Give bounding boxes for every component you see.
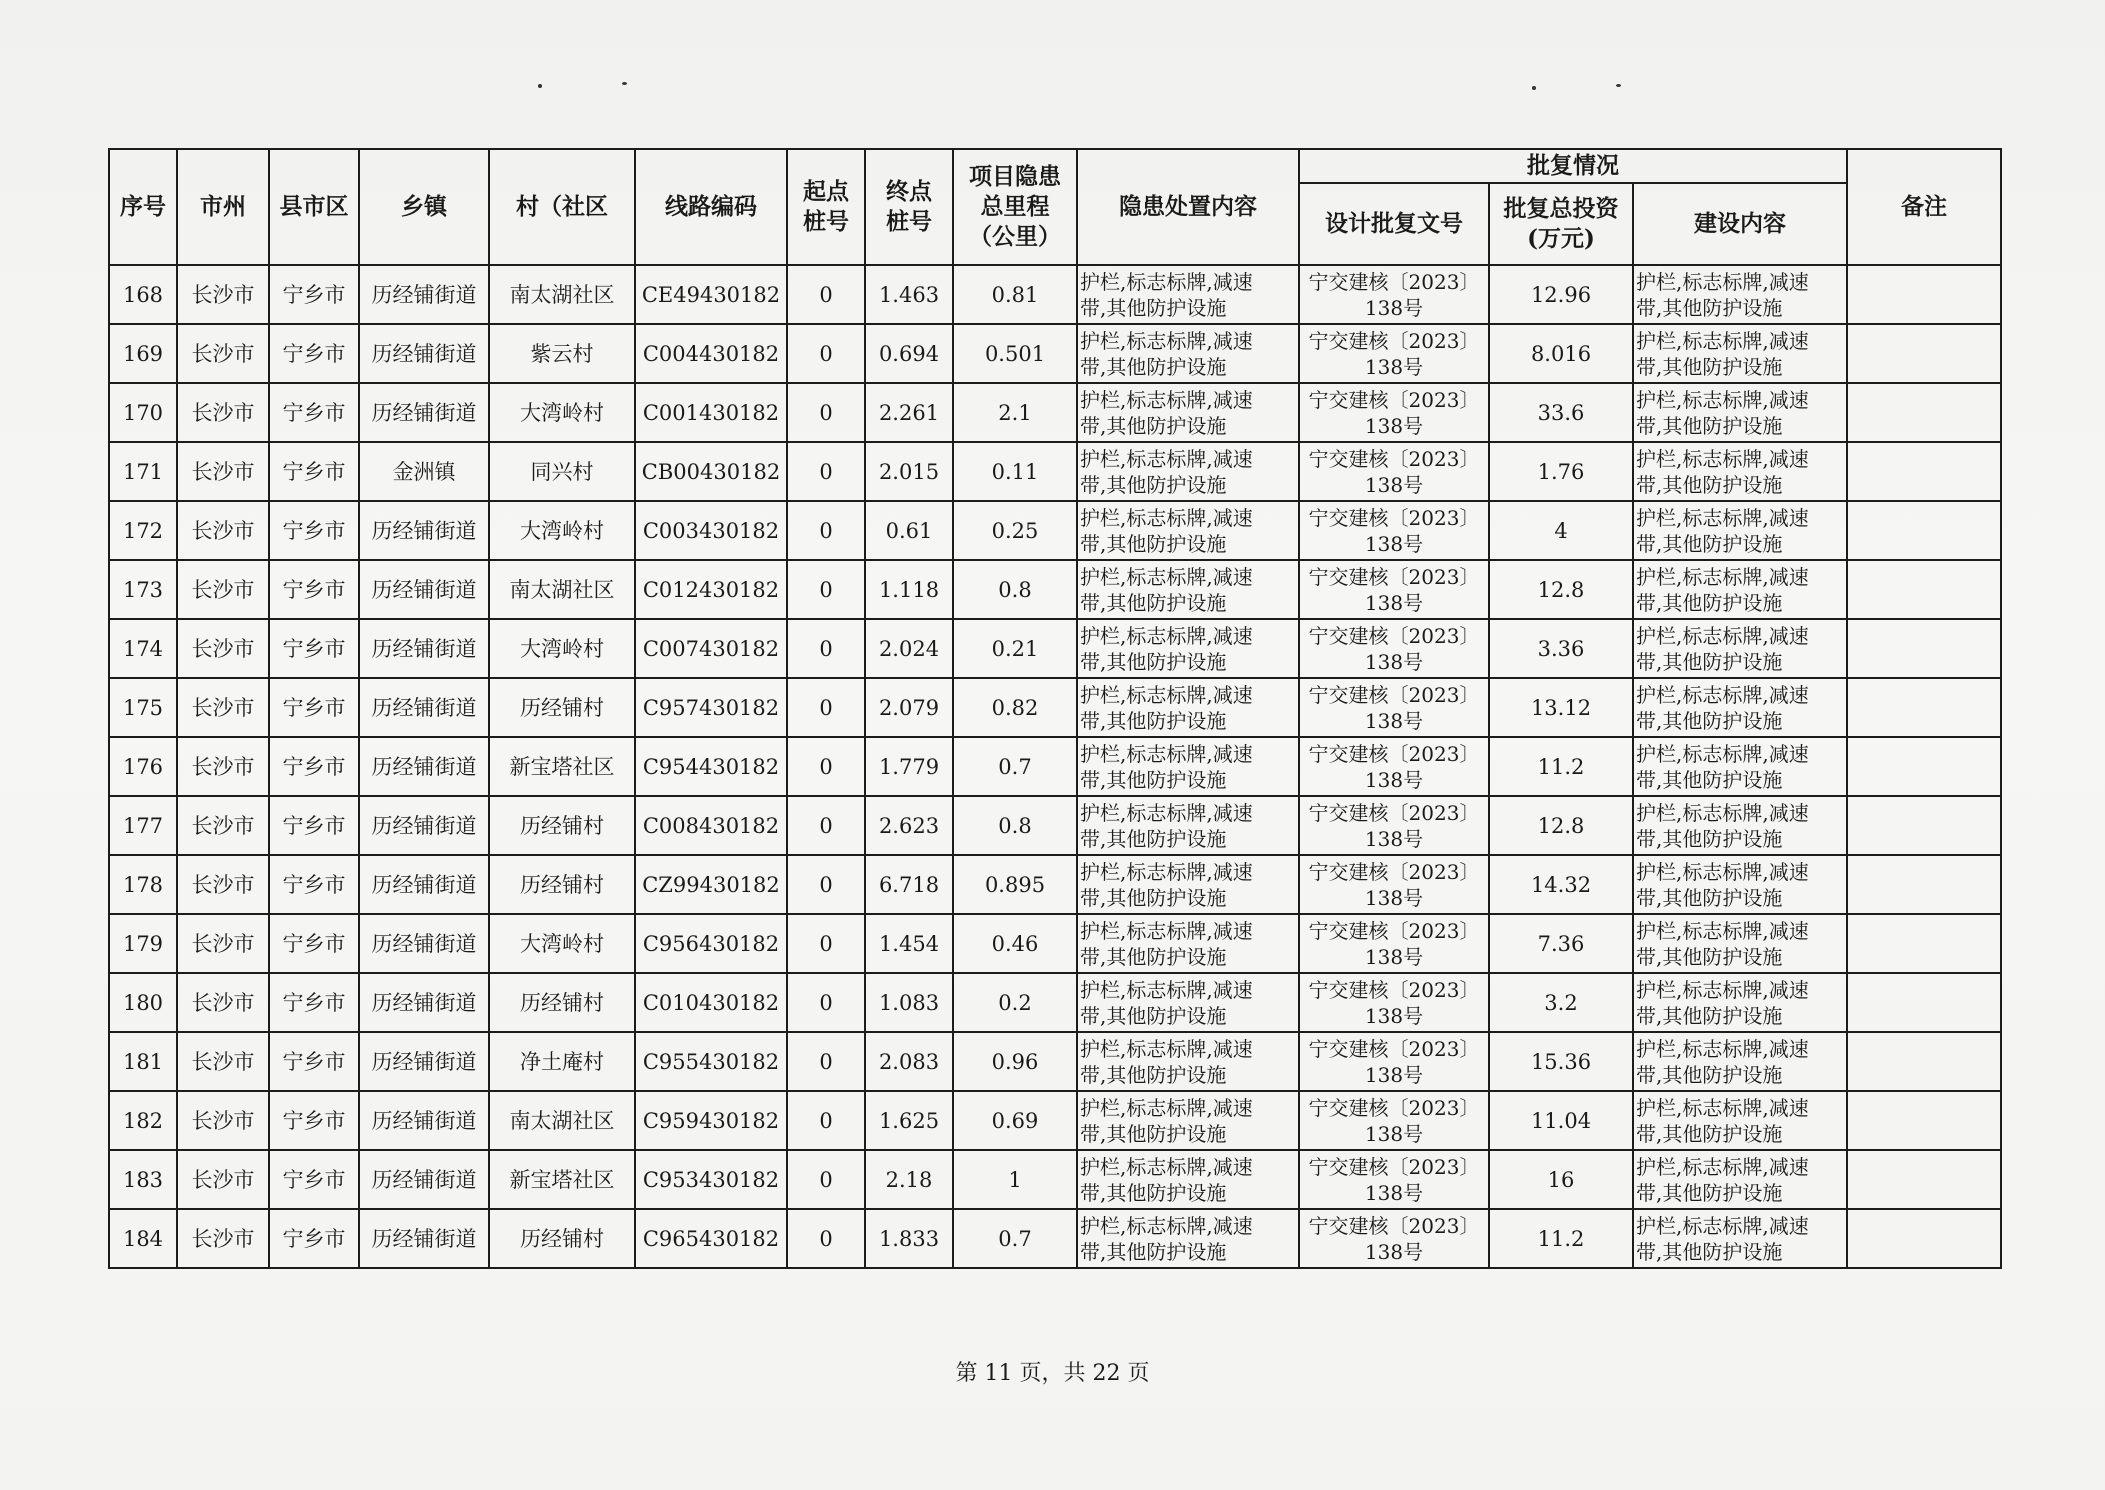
page-number: 第 11 页，共 22 页 [955, 1361, 1150, 1386]
cell-city: 长沙市 [177, 973, 269, 1032]
cell-end-stake: 0.694 [865, 324, 953, 383]
cell-construction: 护栏,标志标牌,减速 带,其他防护设施 [1633, 1150, 1847, 1209]
cell-approval-invest: 15.36 [1489, 1032, 1633, 1091]
cell-town: 历经铺街道 [359, 560, 489, 619]
cell-seq: 183 [109, 1150, 177, 1209]
cell-town: 金洲镇 [359, 442, 489, 501]
cell-remark [1847, 737, 2001, 796]
cell-mileage: 0.96 [953, 1032, 1077, 1091]
scan-speck [622, 82, 627, 85]
cell-route-code: CZ99430182 [635, 855, 787, 914]
table-row [109, 973, 2001, 1032]
cell-approval-doc: 宁交建核〔2023〕 138号 [1299, 855, 1489, 914]
cell-village: 历经铺村 [489, 973, 635, 1032]
header-start-stake: 起点 桩号 [787, 149, 865, 265]
header-mileage: 项目隐患 总里程 （公里） [953, 149, 1077, 265]
table-row [109, 1032, 2001, 1091]
cell-start-stake: 0 [787, 560, 865, 619]
cell-city: 长沙市 [177, 560, 269, 619]
cell-start-stake: 0 [787, 324, 865, 383]
cell-remark [1847, 324, 2001, 383]
cell-route-code: C956430182 [635, 914, 787, 973]
header-treatment: 隐患处置内容 [1077, 149, 1299, 265]
cell-city: 长沙市 [177, 1150, 269, 1209]
cell-remark [1847, 914, 2001, 973]
cell-start-stake: 0 [787, 619, 865, 678]
cell-treatment: 护栏,标志标牌,减速 带,其他防护设施 [1077, 796, 1299, 855]
cell-start-stake: 0 [787, 678, 865, 737]
cell-treatment: 护栏,标志标牌,减速 带,其他防护设施 [1077, 737, 1299, 796]
cell-approval-invest: 3.2 [1489, 973, 1633, 1032]
cell-village: 紫云村 [489, 324, 635, 383]
table-row [109, 501, 2001, 560]
cell-city: 长沙市 [177, 737, 269, 796]
cell-approval-doc: 宁交建核〔2023〕 138号 [1299, 501, 1489, 560]
cell-mileage: 0.8 [953, 560, 1077, 619]
cell-city: 长沙市 [177, 855, 269, 914]
cell-town: 历经铺街道 [359, 855, 489, 914]
cell-approval-invest: 12.8 [1489, 560, 1633, 619]
cell-treatment: 护栏,标志标牌,减速 带,其他防护设施 [1077, 1209, 1299, 1268]
table-row [109, 796, 2001, 855]
cell-mileage: 0.7 [953, 737, 1077, 796]
hazard-treatment-table [108, 148, 2002, 1269]
cell-mileage: 0.46 [953, 914, 1077, 973]
cell-remark [1847, 383, 2001, 442]
cell-start-stake: 0 [787, 914, 865, 973]
table-row [109, 737, 2001, 796]
cell-county: 宁乡市 [269, 914, 359, 973]
cell-approval-invest: 8.016 [1489, 324, 1633, 383]
cell-treatment: 护栏,标志标牌,减速 带,其他防护设施 [1077, 678, 1299, 737]
table-row [109, 442, 2001, 501]
cell-town: 历经铺街道 [359, 1032, 489, 1091]
cell-city: 长沙市 [177, 619, 269, 678]
cell-route-code: C007430182 [635, 619, 787, 678]
cell-city: 长沙市 [177, 501, 269, 560]
cell-treatment: 护栏,标志标牌,减速 带,其他防护设施 [1077, 619, 1299, 678]
cell-city: 长沙市 [177, 383, 269, 442]
table-row [109, 560, 2001, 619]
cell-remark [1847, 796, 2001, 855]
cell-approval-doc: 宁交建核〔2023〕 138号 [1299, 560, 1489, 619]
header-village: 村（社区 [489, 149, 635, 265]
cell-town: 历经铺街道 [359, 619, 489, 678]
cell-approval-invest: 1.76 [1489, 442, 1633, 501]
cell-end-stake: 1.779 [865, 737, 953, 796]
header-county: 县市区 [269, 149, 359, 265]
cell-remark [1847, 973, 2001, 1032]
scan-speck [1616, 84, 1621, 87]
cell-end-stake: 2.18 [865, 1150, 953, 1209]
cell-town: 历经铺街道 [359, 737, 489, 796]
cell-approval-doc: 宁交建核〔2023〕 138号 [1299, 1209, 1489, 1268]
cell-route-code: C008430182 [635, 796, 787, 855]
table-row [109, 265, 2001, 324]
cell-county: 宁乡市 [269, 324, 359, 383]
cell-approval-invest: 33.6 [1489, 383, 1633, 442]
cell-route-code: C955430182 [635, 1032, 787, 1091]
cell-treatment: 护栏,标志标牌,减速 带,其他防护设施 [1077, 1032, 1299, 1091]
cell-remark [1847, 265, 2001, 324]
cell-town: 历经铺街道 [359, 324, 489, 383]
cell-remark [1847, 619, 2001, 678]
cell-seq: 179 [109, 914, 177, 973]
cell-seq: 169 [109, 324, 177, 383]
cell-seq: 171 [109, 442, 177, 501]
cell-town: 历经铺街道 [359, 383, 489, 442]
table-row [109, 1091, 2001, 1150]
cell-construction: 护栏,标志标牌,减速 带,其他防护设施 [1633, 1209, 1847, 1268]
cell-end-stake: 2.024 [865, 619, 953, 678]
cell-end-stake: 2.623 [865, 796, 953, 855]
cell-route-code: C953430182 [635, 1150, 787, 1209]
cell-seq: 180 [109, 973, 177, 1032]
cell-approval-doc: 宁交建核〔2023〕 138号 [1299, 619, 1489, 678]
table-body [109, 265, 2001, 1268]
table-row [109, 1150, 2001, 1209]
cell-construction: 护栏,标志标牌,减速 带,其他防护设施 [1633, 324, 1847, 383]
header-seq: 序号 [109, 149, 177, 265]
header-route-code: 线路编码 [635, 149, 787, 265]
table-row [109, 324, 2001, 383]
cell-treatment: 护栏,标志标牌,减速 带,其他防护设施 [1077, 501, 1299, 560]
cell-approval-invest: 11.2 [1489, 737, 1633, 796]
cell-county: 宁乡市 [269, 737, 359, 796]
cell-village: 历经铺村 [489, 796, 635, 855]
cell-town: 历经铺街道 [359, 265, 489, 324]
table-row [109, 678, 2001, 737]
cell-route-code: C012430182 [635, 560, 787, 619]
cell-route-code: C001430182 [635, 383, 787, 442]
cell-construction: 护栏,标志标牌,减速 带,其他防护设施 [1633, 1032, 1847, 1091]
cell-town: 历经铺街道 [359, 501, 489, 560]
cell-approval-doc: 宁交建核〔2023〕 138号 [1299, 973, 1489, 1032]
cell-construction: 护栏,标志标牌,减速 带,其他防护设施 [1633, 560, 1847, 619]
cell-treatment: 护栏,标志标牌,减速 带,其他防护设施 [1077, 914, 1299, 973]
cell-approval-invest: 14.32 [1489, 855, 1633, 914]
cell-remark [1847, 1150, 2001, 1209]
cell-remark [1847, 501, 2001, 560]
cell-mileage: 0.501 [953, 324, 1077, 383]
cell-start-stake: 0 [787, 383, 865, 442]
cell-village: 大湾岭村 [489, 619, 635, 678]
table-row [109, 855, 2001, 914]
cell-remark [1847, 1032, 2001, 1091]
cell-start-stake: 0 [787, 1032, 865, 1091]
cell-approval-invest: 11.2 [1489, 1209, 1633, 1268]
cell-start-stake: 0 [787, 737, 865, 796]
cell-county: 宁乡市 [269, 501, 359, 560]
cell-construction: 护栏,标志标牌,减速 带,其他防护设施 [1633, 265, 1847, 324]
cell-remark [1847, 678, 2001, 737]
cell-seq: 172 [109, 501, 177, 560]
header-approval-group: 批复情况 [1299, 149, 1847, 183]
cell-construction: 护栏,标志标牌,减速 带,其他防护设施 [1633, 501, 1847, 560]
cell-treatment: 护栏,标志标牌,减速 带,其他防护设施 [1077, 1150, 1299, 1209]
cell-village: 大湾岭村 [489, 383, 635, 442]
cell-seq: 181 [109, 1032, 177, 1091]
header-construction: 建设内容 [1633, 183, 1847, 265]
cell-route-code: CB00430182 [635, 442, 787, 501]
cell-construction: 护栏,标志标牌,减速 带,其他防护设施 [1633, 855, 1847, 914]
cell-city: 长沙市 [177, 1032, 269, 1091]
cell-county: 宁乡市 [269, 383, 359, 442]
cell-mileage: 1 [953, 1150, 1077, 1209]
cell-remark [1847, 1209, 2001, 1268]
cell-seq: 174 [109, 619, 177, 678]
cell-city: 长沙市 [177, 914, 269, 973]
cell-start-stake: 0 [787, 796, 865, 855]
cell-mileage: 0.7 [953, 1209, 1077, 1268]
cell-town: 历经铺街道 [359, 914, 489, 973]
cell-approval-doc: 宁交建核〔2023〕 138号 [1299, 442, 1489, 501]
cell-treatment: 护栏,标志标牌,减速 带,其他防护设施 [1077, 560, 1299, 619]
cell-treatment: 护栏,标志标牌,减速 带,其他防护设施 [1077, 973, 1299, 1032]
cell-treatment: 护栏,标志标牌,减速 带,其他防护设施 [1077, 383, 1299, 442]
cell-end-stake: 1.833 [865, 1209, 953, 1268]
cell-approval-doc: 宁交建核〔2023〕 138号 [1299, 265, 1489, 324]
cell-village: 大湾岭村 [489, 501, 635, 560]
cell-mileage: 0.69 [953, 1091, 1077, 1150]
cell-remark [1847, 1091, 2001, 1150]
cell-start-stake: 0 [787, 265, 865, 324]
cell-end-stake: 6.718 [865, 855, 953, 914]
cell-county: 宁乡市 [269, 678, 359, 737]
cell-county: 宁乡市 [269, 265, 359, 324]
cell-village: 大湾岭村 [489, 914, 635, 973]
cell-village: 新宝塔社区 [489, 1150, 635, 1209]
cell-mileage: 0.895 [953, 855, 1077, 914]
cell-village: 历经铺村 [489, 855, 635, 914]
cell-treatment: 护栏,标志标牌,减速 带,其他防护设施 [1077, 265, 1299, 324]
cell-county: 宁乡市 [269, 1150, 359, 1209]
cell-mileage: 0.8 [953, 796, 1077, 855]
cell-seq: 182 [109, 1091, 177, 1150]
cell-construction: 护栏,标志标牌,减速 带,其他防护设施 [1633, 973, 1847, 1032]
cell-seq: 168 [109, 265, 177, 324]
cell-county: 宁乡市 [269, 855, 359, 914]
cell-approval-doc: 宁交建核〔2023〕 138号 [1299, 1032, 1489, 1091]
table-row [109, 914, 2001, 973]
header-remark: 备注 [1847, 149, 2001, 265]
cell-treatment: 护栏,标志标牌,减速 带,其他防护设施 [1077, 442, 1299, 501]
cell-seq: 177 [109, 796, 177, 855]
cell-start-stake: 0 [787, 1150, 865, 1209]
cell-approval-doc: 宁交建核〔2023〕 138号 [1299, 1091, 1489, 1150]
cell-end-stake: 1.463 [865, 265, 953, 324]
cell-seq: 173 [109, 560, 177, 619]
cell-end-stake: 1.083 [865, 973, 953, 1032]
cell-approval-doc: 宁交建核〔2023〕 138号 [1299, 324, 1489, 383]
cell-approval-invest: 7.36 [1489, 914, 1633, 973]
header-end-stake: 终点 桩号 [865, 149, 953, 265]
cell-end-stake: 1.625 [865, 1091, 953, 1150]
cell-construction: 护栏,标志标牌,减速 带,其他防护设施 [1633, 914, 1847, 973]
cell-mileage: 0.21 [953, 619, 1077, 678]
cell-seq: 176 [109, 737, 177, 796]
cell-construction: 护栏,标志标牌,减速 带,其他防护设施 [1633, 678, 1847, 737]
cell-route-code: C010430182 [635, 973, 787, 1032]
table-row [109, 383, 2001, 442]
cell-county: 宁乡市 [269, 560, 359, 619]
cell-remark [1847, 560, 2001, 619]
cell-end-stake: 1.454 [865, 914, 953, 973]
cell-town: 历经铺街道 [359, 678, 489, 737]
cell-village: 南太湖社区 [489, 265, 635, 324]
cell-county: 宁乡市 [269, 1091, 359, 1150]
cell-mileage: 0.25 [953, 501, 1077, 560]
cell-approval-doc: 宁交建核〔2023〕 138号 [1299, 796, 1489, 855]
cell-end-stake: 0.61 [865, 501, 953, 560]
cell-city: 长沙市 [177, 265, 269, 324]
cell-treatment: 护栏,标志标牌,减速 带,其他防护设施 [1077, 855, 1299, 914]
scan-speck [538, 84, 542, 88]
cell-city: 长沙市 [177, 678, 269, 737]
cell-route-code: C959430182 [635, 1091, 787, 1150]
cell-approval-invest: 16 [1489, 1150, 1633, 1209]
cell-city: 长沙市 [177, 796, 269, 855]
cell-start-stake: 0 [787, 501, 865, 560]
cell-route-code: C004430182 [635, 324, 787, 383]
cell-county: 宁乡市 [269, 1209, 359, 1268]
cell-start-stake: 0 [787, 973, 865, 1032]
cell-construction: 护栏,标志标牌,减速 带,其他防护设施 [1633, 442, 1847, 501]
cell-county: 宁乡市 [269, 796, 359, 855]
cell-village: 历经铺村 [489, 1209, 635, 1268]
cell-construction: 护栏,标志标牌,减速 带,其他防护设施 [1633, 796, 1847, 855]
cell-construction: 护栏,标志标牌,减速 带,其他防护设施 [1633, 1091, 1847, 1150]
cell-town: 历经铺街道 [359, 1091, 489, 1150]
cell-county: 宁乡市 [269, 619, 359, 678]
cell-seq: 175 [109, 678, 177, 737]
cell-county: 宁乡市 [269, 1032, 359, 1091]
cell-route-code: CE49430182 [635, 265, 787, 324]
header-city: 市州 [177, 149, 269, 265]
header-approval-invest: 批复总投资 (万元) [1489, 183, 1633, 265]
cell-approval-invest: 13.12 [1489, 678, 1633, 737]
cell-mileage: 2.1 [953, 383, 1077, 442]
cell-village: 南太湖社区 [489, 560, 635, 619]
cell-village: 同兴村 [489, 442, 635, 501]
cell-city: 长沙市 [177, 1209, 269, 1268]
table-row [109, 619, 2001, 678]
cell-city: 长沙市 [177, 1091, 269, 1150]
cell-treatment: 护栏,标志标牌,减速 带,其他防护设施 [1077, 1091, 1299, 1150]
cell-remark [1847, 855, 2001, 914]
cell-end-stake: 2.261 [865, 383, 953, 442]
cell-mileage: 0.82 [953, 678, 1077, 737]
cell-approval-doc: 宁交建核〔2023〕 138号 [1299, 737, 1489, 796]
cell-village: 历经铺村 [489, 678, 635, 737]
cell-county: 宁乡市 [269, 973, 359, 1032]
cell-construction: 护栏,标志标牌,减速 带,其他防护设施 [1633, 619, 1847, 678]
header-town: 乡镇 [359, 149, 489, 265]
cell-remark [1847, 442, 2001, 501]
cell-start-stake: 0 [787, 1209, 865, 1268]
cell-end-stake: 2.015 [865, 442, 953, 501]
cell-approval-invest: 4 [1489, 501, 1633, 560]
cell-approval-doc: 宁交建核〔2023〕 138号 [1299, 914, 1489, 973]
cell-route-code: C957430182 [635, 678, 787, 737]
cell-approval-doc: 宁交建核〔2023〕 138号 [1299, 678, 1489, 737]
cell-town: 历经铺街道 [359, 1209, 489, 1268]
cell-treatment: 护栏,标志标牌,减速 带,其他防护设施 [1077, 324, 1299, 383]
cell-approval-invest: 12.8 [1489, 796, 1633, 855]
cell-start-stake: 0 [787, 1091, 865, 1150]
cell-village: 新宝塔社区 [489, 737, 635, 796]
cell-construction: 护栏,标志标牌,减速 带,其他防护设施 [1633, 737, 1847, 796]
cell-end-stake: 2.083 [865, 1032, 953, 1091]
cell-approval-invest: 11.04 [1489, 1091, 1633, 1150]
cell-seq: 170 [109, 383, 177, 442]
cell-county: 宁乡市 [269, 442, 359, 501]
cell-approval-doc: 宁交建核〔2023〕 138号 [1299, 383, 1489, 442]
cell-end-stake: 1.118 [865, 560, 953, 619]
cell-town: 历经铺街道 [359, 796, 489, 855]
table-header [109, 149, 2001, 265]
cell-city: 长沙市 [177, 324, 269, 383]
cell-approval-doc: 宁交建核〔2023〕 138号 [1299, 1150, 1489, 1209]
cell-route-code: C965430182 [635, 1209, 787, 1268]
cell-village: 净土庵村 [489, 1032, 635, 1091]
cell-start-stake: 0 [787, 855, 865, 914]
cell-seq: 178 [109, 855, 177, 914]
cell-city: 长沙市 [177, 442, 269, 501]
cell-construction: 护栏,标志标牌,减速 带,其他防护设施 [1633, 383, 1847, 442]
scan-speck [1532, 86, 1536, 90]
cell-town: 历经铺街道 [359, 1150, 489, 1209]
cell-approval-invest: 3.36 [1489, 619, 1633, 678]
cell-start-stake: 0 [787, 442, 865, 501]
cell-mileage: 0.2 [953, 973, 1077, 1032]
cell-town: 历经铺街道 [359, 973, 489, 1032]
header-approval-doc: 设计批复文号 [1299, 183, 1489, 265]
cell-mileage: 0.81 [953, 265, 1077, 324]
cell-mileage: 0.11 [953, 442, 1077, 501]
cell-route-code: C954430182 [635, 737, 787, 796]
cell-end-stake: 2.079 [865, 678, 953, 737]
table-row [109, 1209, 2001, 1268]
cell-seq: 184 [109, 1209, 177, 1268]
cell-approval-invest: 12.96 [1489, 265, 1633, 324]
cell-route-code: C003430182 [635, 501, 787, 560]
cell-village: 南太湖社区 [489, 1091, 635, 1150]
